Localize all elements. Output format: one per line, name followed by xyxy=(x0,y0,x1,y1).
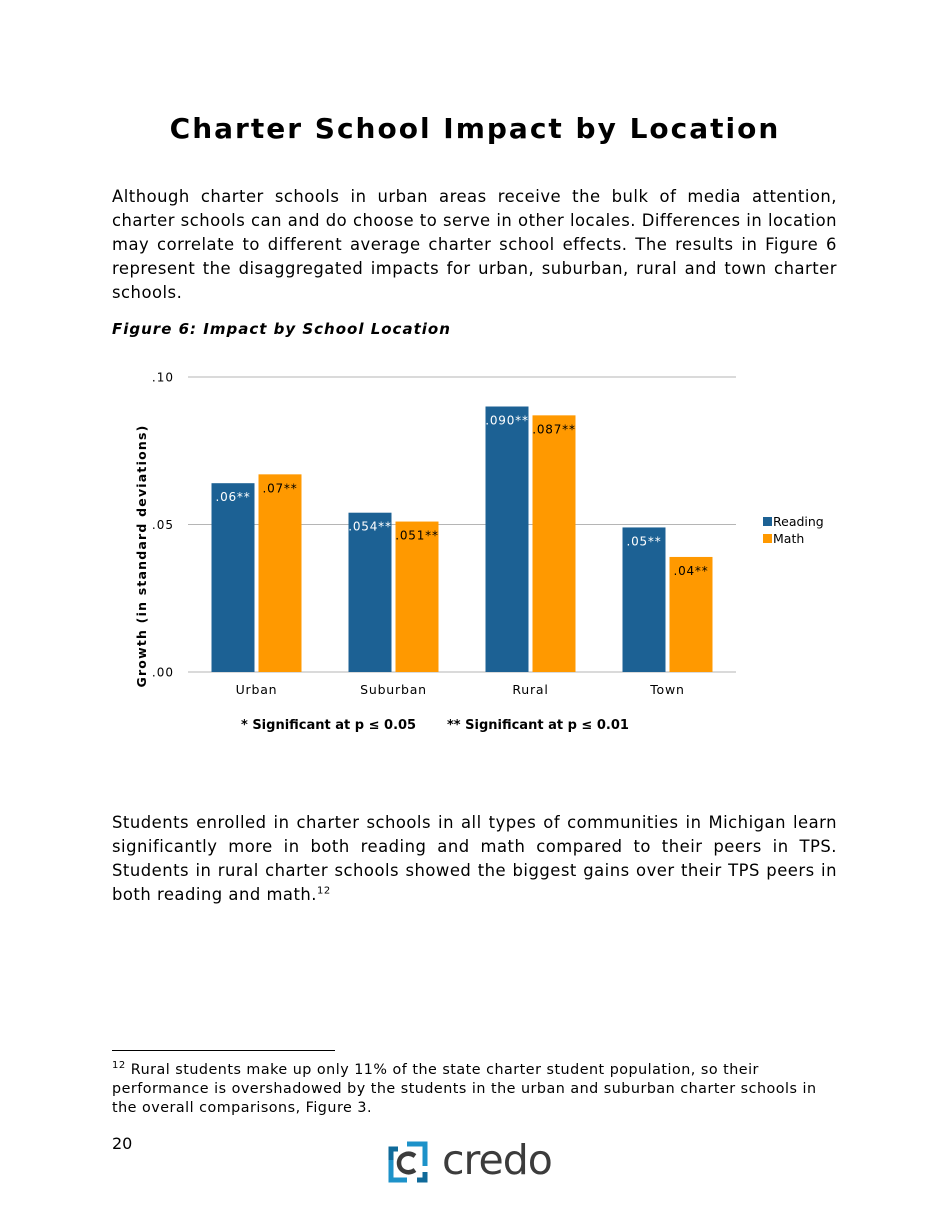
legend-label-reading: Reading xyxy=(773,514,824,529)
credo-bracket-icon xyxy=(391,1144,425,1180)
data-label: .06** xyxy=(215,490,251,505)
data-label: .05** xyxy=(626,534,662,549)
x-tick-label: Suburban xyxy=(360,682,427,697)
credo-logo xyxy=(385,1136,570,1188)
footnote xyxy=(112,1061,842,1118)
legend-label-math: Math xyxy=(773,531,805,546)
results-paragraph-text: Students enrolled in charter schools in all types of communities in Michigan learn significantly more in both reading and math compared to their peers in TPS. Students in rural charter schools showed the biggest gains over their TPS peers in both reading and math. xyxy=(112,813,837,904)
page-number: 20 xyxy=(112,1134,133,1153)
intro-paragraph: Although charter schools in urban areas receive the bulk of media attention, charter schools can and do choose to serve in other locales. Differences in location may correlate to different average charter school effects. The results in Figure 6 represent the disaggregated impacts for urban, suburban, rural and town charter schools. xyxy=(112,187,837,302)
significance-note-05: * Significant at p ≤ 0.05 xyxy=(241,718,417,733)
bar-reading-rural xyxy=(486,407,529,673)
x-tick-label: Town xyxy=(650,682,685,697)
results-paragraph xyxy=(112,811,837,907)
figure-caption: Figure 6: Impact by School Location xyxy=(112,320,451,338)
logo-wordmark: credo xyxy=(442,1136,552,1184)
data-label: .087** xyxy=(532,422,576,437)
bar-reading-urban xyxy=(212,483,255,672)
x-tick-label: Rural xyxy=(512,682,549,697)
data-label: .04** xyxy=(673,563,709,578)
bar-math-urban xyxy=(259,474,302,672)
x-tick-label: Urban xyxy=(235,682,278,697)
significance-note-01: ** Significant at p ≤ 0.01 xyxy=(447,718,629,733)
legend-swatch-math xyxy=(763,534,772,543)
footnote-marker: 12 xyxy=(112,1060,126,1072)
data-label: .051** xyxy=(395,528,439,543)
bar-math-rural xyxy=(533,415,576,672)
bar-math-suburban xyxy=(396,522,439,672)
data-label: .090** xyxy=(485,413,529,428)
footnote-divider xyxy=(112,1050,335,1051)
legend-swatch-reading xyxy=(763,517,772,526)
bar-reading-town xyxy=(623,527,666,672)
data-label: .07** xyxy=(262,481,298,496)
page-title: Charter School Impact by Location xyxy=(169,112,781,145)
footnote-text: Rural students make up only 11% of the state charter student population, so their performance is overshadowed by the students in the urban and suburban charter schools in the overall comparisons, Figure 3. xyxy=(112,1062,817,1116)
y-tick-label: .05 xyxy=(151,518,174,532)
data-label: .054** xyxy=(348,519,392,534)
footnote-reference[interactable]: 12 xyxy=(317,885,331,897)
y-axis-title: Growth (in standard deviations) xyxy=(134,424,149,688)
bar-reading-suburban xyxy=(349,513,392,672)
y-tick-label: .00 xyxy=(151,665,174,680)
y-tick-label: .10 xyxy=(151,370,174,385)
